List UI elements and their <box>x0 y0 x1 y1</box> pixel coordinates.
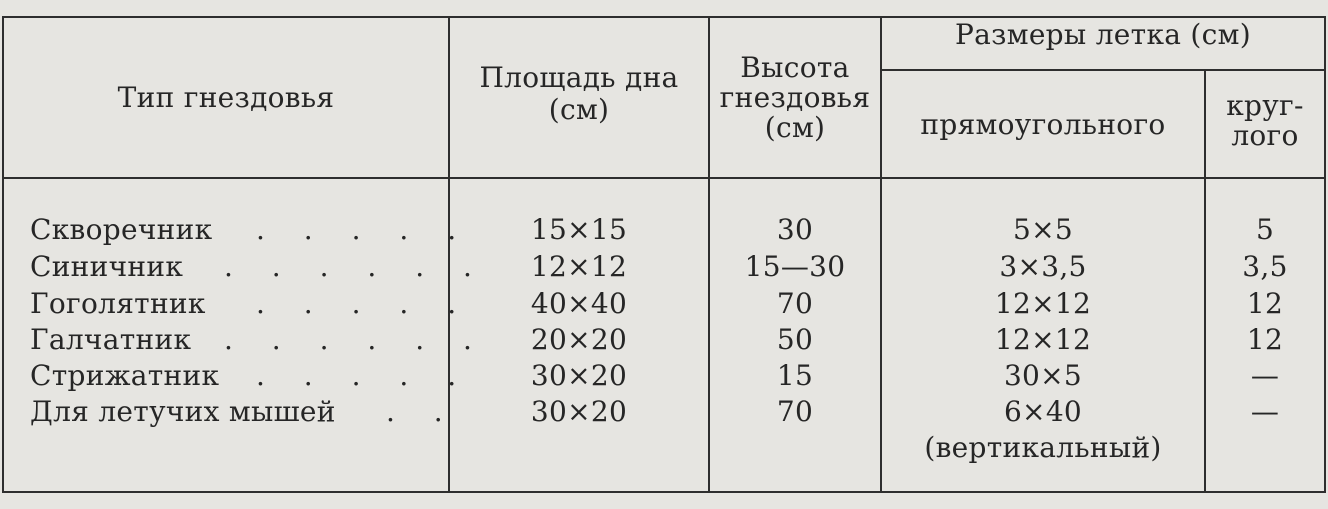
row-area: 40×40 <box>530 287 628 320</box>
header-bottom-rule <box>2 177 1326 179</box>
row-leader-dots: . . . . . <box>256 359 472 392</box>
header-height-line1: Высота <box>740 51 850 84</box>
header-area-line2: (см) <box>548 93 610 126</box>
row-leader-dots: . . . . . <box>256 287 472 320</box>
row-height: 15 <box>776 359 814 392</box>
row-rect: 30×5 <box>1003 359 1083 392</box>
row-leader-dots: . . . . . . <box>224 250 487 283</box>
row-rect: 6×40 <box>1003 395 1083 428</box>
row-name: Гоголятник <box>30 287 206 320</box>
row-round: — <box>1250 395 1280 428</box>
header-rect: прямоугольного <box>920 108 1166 141</box>
row-area: 30×20 <box>530 359 628 392</box>
row-leader-dots: . . <box>386 395 458 428</box>
row-round: 12 <box>1246 287 1284 320</box>
row-round: 12 <box>1246 323 1284 356</box>
row-rect: 12×12 <box>994 287 1092 320</box>
header-round-line1: круг- <box>1226 89 1304 122</box>
header-area-line1: Площадь дна <box>479 61 679 94</box>
entrance-subheader-rule <box>880 69 1326 71</box>
row-area: 30×20 <box>530 395 628 428</box>
header-height-line3: (см) <box>764 111 826 144</box>
row-leader-dots: . . . . . <box>256 213 472 246</box>
row-rect: 5×5 <box>1013 213 1073 246</box>
row-round: — <box>1250 359 1280 392</box>
row-leader-dots: . . . . . . <box>224 323 487 356</box>
row-name: Галчатник <box>30 323 192 356</box>
header-round-line2: лого <box>1231 119 1299 152</box>
header-entrance: Размеры летка (см) <box>955 18 1251 51</box>
row-height: 70 <box>776 287 814 320</box>
right-border <box>1324 16 1326 493</box>
row-area: 15×15 <box>530 213 628 246</box>
row-name: Синичник <box>30 250 184 283</box>
header-height-line2: гнездовья <box>719 81 871 114</box>
table-bottom-rule <box>2 491 1326 493</box>
row-area: 12×12 <box>530 250 628 283</box>
row-height: 15—30 <box>744 250 846 283</box>
row-height: 50 <box>776 323 814 356</box>
row-round: 5 <box>1255 213 1275 246</box>
header-type: Тип гнездовья <box>117 81 335 114</box>
row-rect: 3×3,5 <box>999 250 1087 283</box>
row-name: Стрижатник <box>30 359 220 392</box>
row-area: 20×20 <box>530 323 628 356</box>
row-rect: 12×12 <box>994 323 1092 356</box>
row-round: 3,5 <box>1242 250 1288 283</box>
row-name: Скворечник <box>30 213 213 246</box>
row-height: 70 <box>776 395 814 428</box>
row-height: 30 <box>776 213 814 246</box>
orientation-note: (вертикальный) <box>924 431 1162 464</box>
row-name: Для летучих мышей <box>30 395 336 428</box>
